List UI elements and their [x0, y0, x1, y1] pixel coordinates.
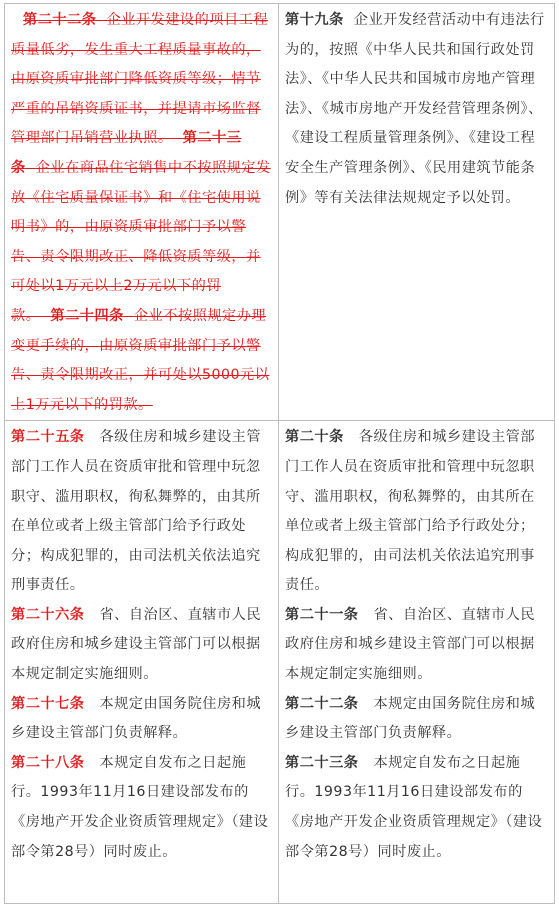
article-number: 第二十八条 [11, 754, 85, 771]
article-number: 第二十三条 [285, 754, 359, 771]
article-text: 企业开发建设的项目工程质量低劣，发生重大工程质量事故的，由原资质审批部门降低资质等级；情节严重的吊销资质证书，并提请市场监督管理部门吊销营业执照。 [11, 12, 269, 147]
article-paragraph [11, 601, 272, 690]
article-number: 第二十条 [285, 429, 344, 446]
article-paragraph [285, 6, 548, 213]
article-paragraph [285, 749, 548, 867]
article-paragraph [285, 690, 548, 749]
old-version-cell-deleted [5, 4, 279, 421]
article-number: 第二十六条 [11, 606, 85, 623]
article-paragraph [11, 749, 272, 867]
article-paragraph [11, 423, 272, 601]
new-version-cell-top [279, 4, 555, 421]
article-number: 第二十二条 [23, 12, 97, 28]
table-row [5, 4, 555, 421]
article-text: 本规定自发布之日起施行。1993年11月16日建设部发布的《房地产开发企业资质管理规定》（建设部令第28号）同时废止。 [11, 754, 269, 860]
article-paragraph [285, 601, 548, 690]
article-text: 企业在商品住宅销售中不按照规定发放《住宅质量保证书》和《住宅使用说明书》的，由原资质审批部门予以警告、责令限期改正、降低资质等级，并可处以1万元以上2万元以下的罚款。 [11, 159, 271, 324]
article-number: 第十九条 [285, 12, 344, 28]
new-version-cell [279, 421, 555, 904]
article-text: 企业开发经营活动中有违法行为的，按照《中华人民共和国行政处罚法》、《中华人民共和国城市房地产管理法》、《城市房地产开发经营管理条例》、《建设工程质量管理条例》、《建设工程安全生产管理条例》、《民用建筑节能条例》等有关法律法规规定予以处罚。 [285, 12, 545, 206]
article-paragraph [285, 423, 548, 601]
article-number: 第二十五条 [11, 429, 85, 446]
article-number: 第二十三条 [11, 130, 242, 176]
article-text: 本规定自发布之日起施行。1993年11月16日建设部发布的《房地产开发企业资质管理规定》（建设部令第28号）同时废止。 [285, 754, 543, 860]
article-text: 本规定由国务院住房和城乡建设主管部门负责解释。 [285, 695, 536, 742]
table-row [5, 421, 555, 904]
article-text: 省、自治区、直辖市人民政府住房和城乡建设主管部门可以根据本规定制定实施细则。 [11, 606, 262, 683]
article-text: 省、自治区、直辖市人民政府住房和城乡建设主管部门可以根据本规定制定实施细则。 [285, 606, 536, 683]
comparison-table [4, 3, 555, 904]
article-text: 企业不按照规定办理变更手续的，由原资质审批部门予以警告、责令限期改正，并可处以5000元以上1万元以下的罚款。 [11, 307, 270, 413]
article-text: 本规定由国务院住房和城乡建设主管部门负责解释。 [11, 695, 262, 742]
article-paragraph [11, 690, 272, 749]
article-number: 第二十七条 [11, 695, 85, 712]
deleted-articles [11, 6, 272, 420]
article-number: 第二十四条 [50, 307, 124, 324]
article-text: 各级住房和城乡建设主管部门工作人员在资质审批和管理中玩忽职守、滥用职权，徇私舞弊的，由其所在单位或者上级主管部门给予行政处分；构成犯罪的，由司法机关依法追究刑事责任。 [11, 429, 262, 594]
article-text: 各级住房和城乡建设主管部门工作人员在资质审批和管理中玩忽职守、滥用职权，徇私舞弊的，由其所在单位或者上级主管部门给予行政处分；构成犯罪的，由司法机关依法追究刑事责任。 [285, 429, 536, 594]
old-version-cell [5, 421, 279, 904]
article-number: 第二十二条 [285, 695, 359, 712]
article-number: 第二十一条 [285, 606, 359, 623]
